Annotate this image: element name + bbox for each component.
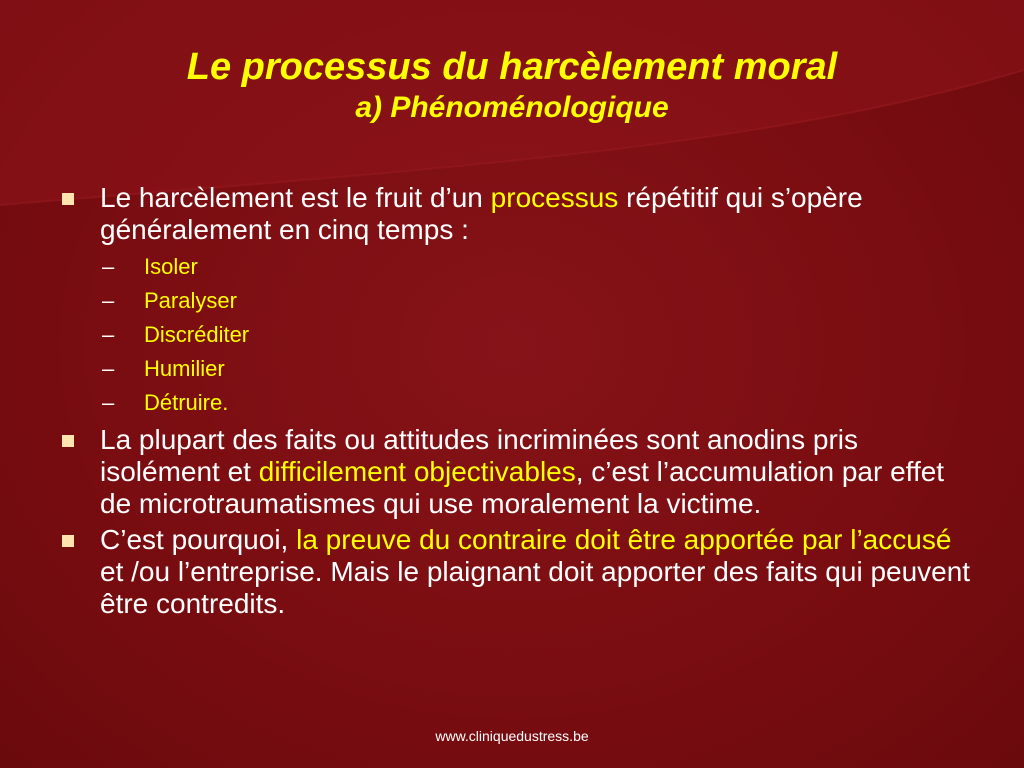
bullet-highlight: la preuve du contraire doit être apportée par l’accusé	[296, 524, 952, 555]
slide-title: Le processus du harcèlement moral	[186, 46, 838, 88]
title-block	[0, 44, 1024, 126]
slide-content	[62, 182, 972, 624]
square-bullet-icon	[62, 435, 74, 447]
bullet-text: C’est pourquoi,	[100, 524, 297, 555]
square-bullet-icon	[62, 535, 74, 547]
sub-list-item	[102, 284, 972, 318]
sub-list-item	[102, 318, 972, 352]
sub-list-item	[102, 386, 972, 420]
bullet-text: La plupart des faits ou attitudes incriminées sont anodins pris isolément et	[100, 424, 858, 487]
sub-item-text: Détruire.	[144, 390, 229, 415]
sub-list-item	[102, 352, 972, 386]
sub-list	[102, 250, 972, 420]
sub-item-text: Isoler	[144, 254, 198, 279]
sub-list-item	[102, 250, 972, 284]
dash-bullet: –	[102, 322, 115, 347]
bullet-item	[62, 182, 972, 246]
sub-item-text: Discréditer	[144, 322, 250, 347]
bullet-highlight: difficilement objectivables	[258, 456, 576, 487]
bullet-item	[62, 524, 972, 620]
sub-item-text: Paralyser	[144, 288, 237, 313]
bullet-text: Le harcèlement est le fruit d’un	[100, 182, 491, 213]
dash-bullet: –	[102, 390, 115, 415]
bullet-text: et /ou l’entreprise. Mais le plaignant doit apporter des faits qui peuvent être contredits.	[100, 556, 971, 619]
footer-url[interactable]: www.cliniquedustress.be	[435, 728, 589, 744]
dash-bullet: –	[102, 254, 115, 279]
dash-bullet: –	[102, 288, 115, 313]
dash-bullet: –	[102, 356, 115, 381]
bullet-highlight: processus	[490, 182, 619, 213]
bullet-text: répétitif qui s’opère généralement en cinq temps :	[100, 182, 863, 245]
bullet-text: , c’est l’accumulation par effet de microtraumatismes qui use moralement la victime.	[100, 456, 945, 519]
square-bullet-icon	[62, 193, 74, 205]
sub-item-text: Humilier	[144, 356, 225, 381]
slide-subtitle: a) Phénoménologique	[355, 91, 669, 124]
bullet-item	[62, 424, 972, 520]
